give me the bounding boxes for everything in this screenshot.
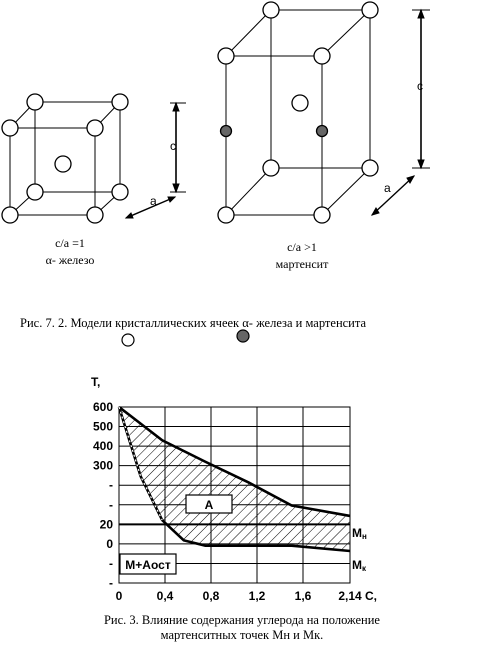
chart-hatched-region xyxy=(119,407,350,551)
carbon-atom-legend-icon xyxy=(237,330,249,342)
right-a-label: a xyxy=(384,181,391,195)
y-axis-label: T, xyxy=(91,375,101,389)
alpha-iron-cell xyxy=(10,102,186,218)
x-tick-label-1: 0,4 xyxy=(156,589,174,603)
mn-label: Mн xyxy=(352,526,367,541)
left-a-label: a xyxy=(150,194,157,208)
y-tick-label-0: 600 xyxy=(92,400,113,414)
hatched-area xyxy=(119,407,350,551)
martensite-ratio: c/a >1 xyxy=(287,240,317,254)
figure3-caption-line1: Рис. 3. Влияние содержания углерода на положение xyxy=(103,613,380,627)
iron-atom-legend-icon xyxy=(122,334,134,346)
martensite-cell xyxy=(226,10,430,215)
y-tick-label-8: - xyxy=(109,556,113,571)
x-tick-label-4: 1,6 xyxy=(294,589,312,603)
y-tick-label-7: 0 xyxy=(106,536,113,551)
y-tick-label-3: 300 xyxy=(92,458,113,473)
x-tick-label-3: 1,2 xyxy=(248,589,266,603)
x-tick-label-2: 0,8 xyxy=(202,589,220,603)
mk-label: Mк xyxy=(352,558,367,573)
x-axis-label: C, xyxy=(365,589,377,603)
figure3-caption xyxy=(62,613,422,643)
right-c-label: c xyxy=(417,79,423,93)
y-tick-label-5: - xyxy=(109,497,113,512)
y-tick-label-1: 500 xyxy=(92,419,113,434)
alpha-iron-name: α- железо xyxy=(45,253,95,267)
martensite-atoms xyxy=(218,2,378,223)
y-tick-label-2: 400 xyxy=(92,439,113,454)
alpha-iron-ratio: c/a =1 xyxy=(55,236,85,250)
y-tick-label-6: 20 xyxy=(99,517,113,532)
martensite-austenite-label: M+Aост xyxy=(125,558,171,572)
x-tick-label-0: 0 xyxy=(115,589,123,603)
figure7-caption: Рис. 7. 2. Модели кристаллических ячеек α- железа и мартенсита xyxy=(20,316,367,330)
austenite-label: A xyxy=(204,498,214,512)
y-tick-label-9: - xyxy=(109,576,113,590)
figure3-caption-line2: мартенситных точек Мн и Мк. xyxy=(160,628,324,642)
x-tick-label-5: 2,14 xyxy=(338,589,362,603)
left-c-label: c xyxy=(170,139,176,153)
y-tick-label-4: - xyxy=(109,478,113,493)
martensite-name: мартенсит xyxy=(275,257,329,271)
